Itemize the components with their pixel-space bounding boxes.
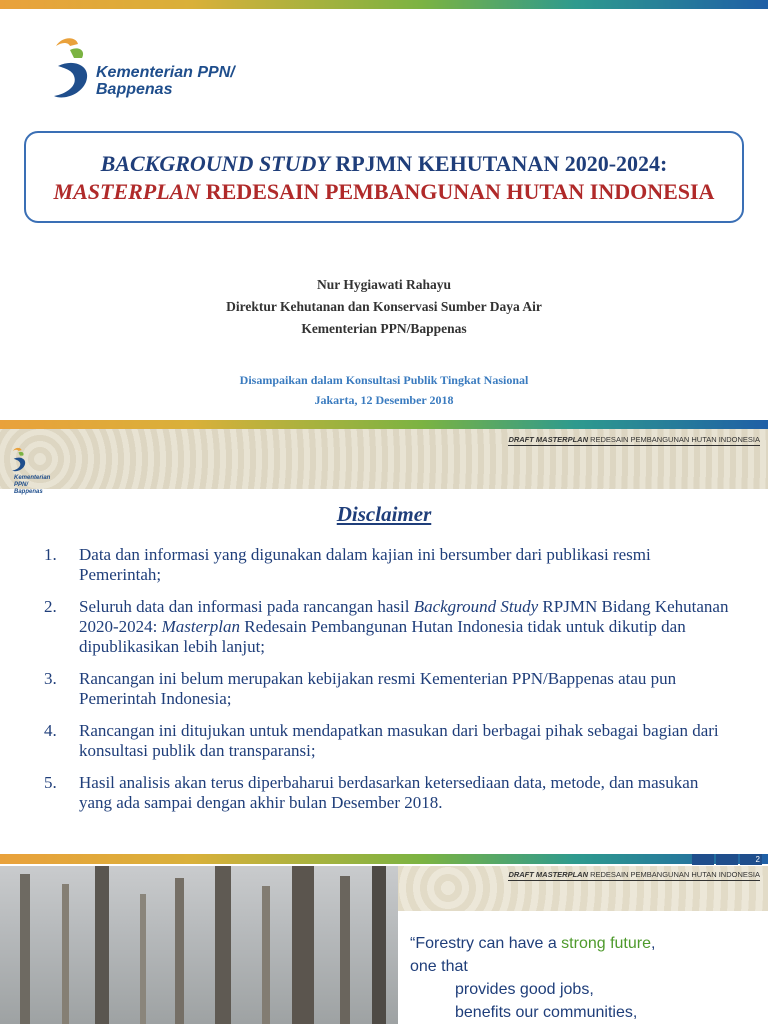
header-batik-pattern xyxy=(0,429,768,495)
quote-line4: benefits our communities, xyxy=(455,1004,638,1021)
small-logo-line2: Bappenas xyxy=(14,489,43,495)
title-line1 xyxy=(26,151,742,177)
page-number: 2 xyxy=(740,854,762,865)
author-institution: Kementerian PPN/Bappenas xyxy=(301,321,467,336)
draft-bold: DRAFT MASTERPLAN xyxy=(508,435,589,444)
title-slide xyxy=(0,0,768,420)
item-text-italic-b: Background Study xyxy=(413,597,539,616)
item-text: Data dan informasi yang digunakan dalam kajian ini bersumber dari publikasi resmi Pemerintah; xyxy=(79,545,651,584)
disclaimer-list xyxy=(44,545,734,825)
title-line1-rest: RPJMN KEHUTANAN 2020-2024: xyxy=(329,151,668,176)
author-block xyxy=(0,274,768,340)
draft-header-label xyxy=(508,435,760,446)
logo-text-line2: Bappenas xyxy=(96,81,173,98)
small-logo-line1: Kementerian PPN/ xyxy=(14,475,51,488)
list-item xyxy=(44,597,734,657)
draft-rest: REDESAIN PEMBANGUNAN HUTAN INDONESIA xyxy=(588,870,760,879)
item-text-e: Redesain Pembangunan Hutan Indonesia tidak untuk dikutip dan dipublikasikan lebih lanjut; xyxy=(79,617,686,656)
disclaimer-slide xyxy=(0,420,768,854)
page-box xyxy=(716,854,738,865)
page-box xyxy=(692,854,714,865)
item-text-c: RPJMN Bidang Kehutanan 2020-2024: xyxy=(79,597,729,636)
slide2-color-stripe xyxy=(0,420,768,429)
small-logo-icon xyxy=(10,447,30,473)
list-item xyxy=(44,721,734,761)
quote-pre: “Forestry can have a xyxy=(410,935,562,952)
item-text: Rancangan ini ditujukan untuk mendapatkan masukan dari berbagai pihak sebagai bagian dari konsultasi publik dan transparansi; xyxy=(79,721,719,760)
list-item xyxy=(44,773,734,813)
list-item xyxy=(44,545,734,585)
item-number: 4. xyxy=(44,721,57,740)
title-box xyxy=(24,131,744,223)
event-line2: Jakarta, 12 Desember 2018 xyxy=(314,393,454,407)
small-bappenas-logo xyxy=(10,447,51,495)
quote-line3: provides good jobs, xyxy=(455,981,594,998)
draft-bold: DRAFT MASTERPLAN xyxy=(508,870,589,879)
draft-rest: REDESAIN PEMBANGUNAN HUTAN INDONESIA xyxy=(588,435,760,444)
page-indicator xyxy=(692,854,762,865)
item-number: 3. xyxy=(44,669,57,688)
quote-post: , xyxy=(651,935,656,952)
title-line1-italic: BACKGROUND STUDY xyxy=(100,151,330,176)
title-line2-italic: MASTERPLAN xyxy=(53,179,201,204)
event-block xyxy=(0,370,768,410)
disclaimer-title: Disclaimer xyxy=(336,502,432,526)
bappenas-logo xyxy=(52,36,262,106)
top-color-stripe xyxy=(0,0,768,9)
slide3-color-stripe xyxy=(0,854,768,864)
bappenas-logo-icon xyxy=(52,36,96,102)
header-batik-pattern xyxy=(398,866,768,911)
draft-header-label xyxy=(508,870,760,881)
item-text: Hasil analisis akan terus diperbaharui berdasarkan ketersediaan data, metode, dan masukan yang ada sampai dengan akhir bulan Desember 2018. xyxy=(79,773,699,812)
forest-photo xyxy=(0,866,398,1024)
event-line1: Disampaikan dalam Konsultasi Publik Tingkat Nasional xyxy=(239,373,529,387)
quote-line2: one that xyxy=(410,958,468,975)
item-number: 2. xyxy=(44,597,57,616)
item-text-italic-d: Masterplan xyxy=(161,617,241,636)
logo-text-line1: Kementerian PPN/ xyxy=(96,64,235,81)
author-position: Direktur Kehutanan dan Konservasi Sumber Daya Air xyxy=(226,299,542,314)
quote-highlight: strong future xyxy=(561,935,651,952)
quote-slide xyxy=(0,854,768,1024)
item-number: 5. xyxy=(44,773,57,792)
title-line2 xyxy=(26,177,742,207)
author-name: Nur Hygiawati Rahayu xyxy=(316,277,452,292)
list-item xyxy=(44,669,734,709)
item-text: Rancangan ini belum merupakan kebijakan resmi Kementerian PPN/Bappenas atau pun Pemerintah Indonesia; xyxy=(79,669,677,708)
title-line2-rest: REDESAIN PEMBANGUNAN HUTAN INDONESIA xyxy=(200,179,715,204)
quote-line1 xyxy=(410,932,655,955)
item-number: 1. xyxy=(44,545,57,564)
forestry-quote xyxy=(410,932,655,1024)
item-text-a: Seluruh data dan informasi pada rancangan hasil xyxy=(79,597,414,616)
